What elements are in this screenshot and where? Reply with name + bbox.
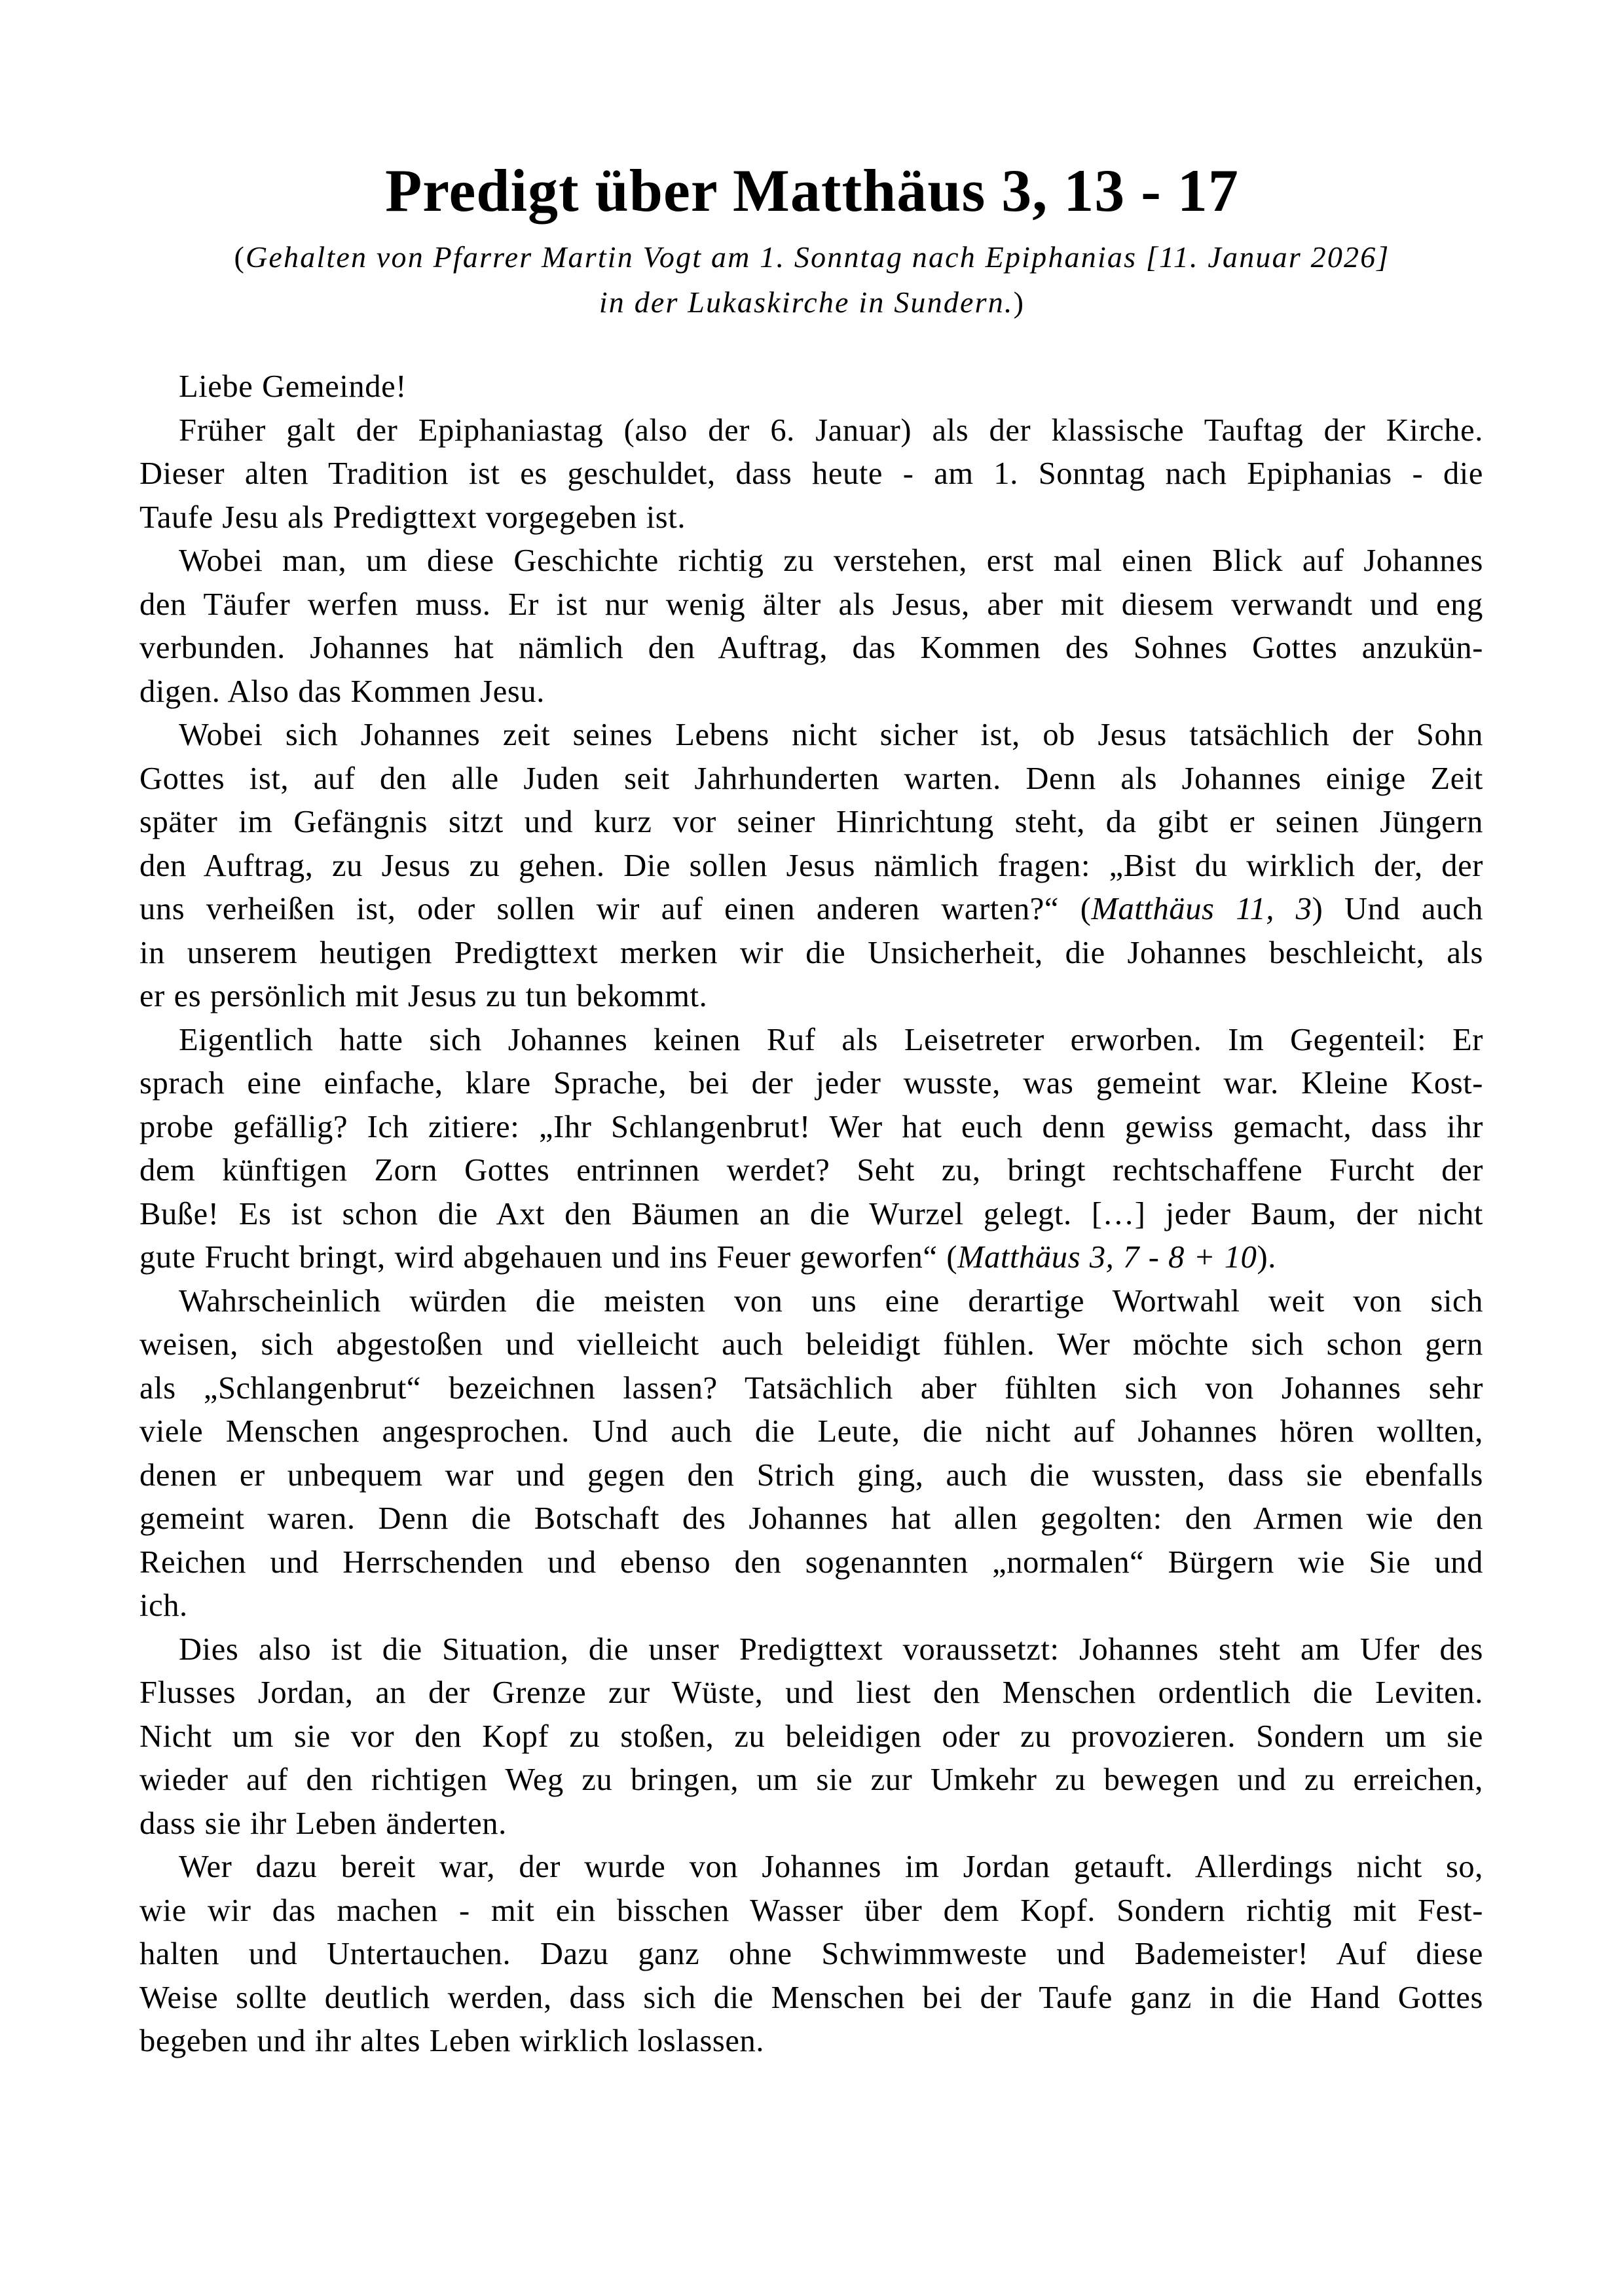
paragraph (139, 1019, 1483, 1280)
text-line: Wer dazu bereit war, der wurde von Johannes im Jordan getauft. Allerdings nicht so, (179, 1850, 1483, 1884)
text-line: als „Schlangenbrut“ bezeichnen lassen? Tatsächlich aber fühlten sich von Johannes sehr (139, 1370, 1483, 1406)
line-text: ) Und auch (1312, 892, 1484, 926)
subtitle-line-1 (0, 234, 1624, 280)
subtitle-close-paren: ) (1013, 285, 1025, 319)
text-line: er es persönlich mit Jesus zu tun bekommt. (139, 979, 708, 1013)
text-line: begeben und ihr altes Leben wirklich loslassen. (139, 2024, 765, 2058)
text-line: Wobei man, um diese Geschichte richtig zu verstehen, erst mal einen Blick auf Johannes (179, 543, 1483, 578)
text-line: Reichen und Herrschenden und ebenso den sogenannten „normalen“ Bürgern wie Sie und (139, 1544, 1483, 1580)
paragraph (139, 1280, 1483, 1628)
text-line: dass sie ihr Leben änderten. (139, 1806, 507, 1841)
subtitle-text-1: Gehalten von Pfarrer Martin Vogt am 1. Sonntag nach Epiphanias [11. Januar 2026] (245, 240, 1390, 274)
paragraph (139, 714, 1483, 1019)
text-line: probe gefällig? Ich zitiere: „Ihr Schlangenbrut! Wer hat euch denn gewiss gemacht, dass ihr (139, 1109, 1483, 1144)
bible-citation: Matthäus 3, 7 - 8 + 10 (957, 1240, 1257, 1275)
text-line: Wahrscheinlich würden die meisten von uns eine derartige Wortwahl weit von sich (179, 1283, 1483, 1319)
text-line: Liebe Gemeinde! (179, 369, 407, 404)
sermon-subtitle (0, 234, 1624, 325)
text-line: ich. (139, 1588, 188, 1623)
text-line: Nicht um sie vor den Kopf zu stoßen, zu beleidigen oder zu provozieren. Sondern um sie (139, 1719, 1483, 1754)
line-text: gute Frucht bringt, wird abgehauen und ins Feuer geworfen“ ( (139, 1240, 958, 1275)
text-line: sprach eine einfache, klare Sprache, bei der jeder wusste, was gemeint war. Kleine Kost- (139, 1066, 1483, 1101)
text-line: halten und Untertauchen. Dazu ganz ohne Schwimmweste und Bademeister! Auf diese (139, 1937, 1483, 1971)
text-line: viele Menschen angesprochen. Und auch die Leute, die nicht auf Johannes hören wollten, (139, 1414, 1483, 1449)
text-line: digen. Also das Kommen Jesu. (139, 674, 545, 709)
text-line: verbunden. Johannes hat nämlich den Auftrag, das Kommen des Sohnes Gottes anzukün- (139, 630, 1483, 665)
paragraph (139, 409, 1483, 540)
text-line: Weise sollte deutlich werden, dass sich die Menschen bei der Taufe ganz in die Hand Gottes (139, 1980, 1483, 2015)
paragraph (139, 365, 1483, 409)
text-line: Gottes ist, auf den alle Juden seit Jahrhunderten warten. Denn als Johannes einige Zeit (139, 761, 1483, 796)
text-line: Dies also ist die Situation, die unser Predigttext voraussetzt: Johannes steht am Ufer des (179, 1631, 1483, 1667)
subtitle-text-2: in der Lukaskirche in Sundern. (599, 285, 1014, 319)
text-line: Flusses Jordan, an der Grenze zur Wüste, und liest den Menschen ordentlich die Leviten. (139, 1675, 1483, 1710)
paragraph (139, 1846, 1483, 2064)
text-line: Früher galt der Epiphaniastag (also der 6. Januar) als der klassische Tauftag der Kirche. (179, 412, 1483, 448)
subtitle-line-2 (0, 280, 1624, 325)
text-line: Taufe Jesu als Predigttext vorgegeben ist. (139, 500, 686, 535)
sermon-body (139, 365, 1483, 2064)
text-line: denen er unbequem war und gegen den Strich ging, auch die wussten, dass sie ebenfalls (139, 1457, 1483, 1493)
text-line: Dieser alten Tradition ist es geschuldet, dass heute - am 1. Sonntag nach Epiphanias - die (139, 456, 1483, 491)
subtitle-open-paren: ( (234, 240, 246, 274)
text-line: Buße! Es ist schon die Axt den Bäumen an die Wurzel gelegt. […] jeder Baum, der nicht (139, 1196, 1483, 1231)
line-text: uns verheißen ist, oder sollen wir auf einen anderen warten?“ ( (139, 892, 1092, 926)
text-line: weisen, sich abgestoßen und vielleicht auch beleidigt fühlen. Wer möchte sich schon gern (139, 1327, 1483, 1362)
text-line: gemeint waren. Denn die Botschaft des Johannes hat allen gegolten: den Armen wie den (139, 1501, 1483, 1536)
page-title: Predigt über Matthäus 3, 13 - 17 (385, 157, 1239, 224)
paragraph (139, 539, 1483, 714)
text-line: wieder auf den richtigen Weg zu bringen, um sie zur Umkehr zu bewegen und zu erreichen, (139, 1762, 1483, 1797)
text-line: wie wir das machen - mit ein bisschen Wasser über dem Kopf. Sondern richtig mit Fest- (139, 1893, 1483, 1928)
text-line (139, 888, 1483, 932)
text-line: in unserem heutigen Predigttext merken wir die Unsicherheit, die Johannes beschleicht, als (139, 935, 1483, 970)
bible-citation: Matthäus 11, 3 (1091, 892, 1312, 926)
text-line: Wobei sich Johannes zeit seines Lebens nicht sicher ist, ob Jesus tatsächlich der Sohn (179, 718, 1483, 752)
line-text: ). (1257, 1240, 1276, 1275)
text-line (139, 1236, 1483, 1280)
paragraph (139, 1628, 1483, 1846)
text-line: dem künftigen Zorn Gottes entrinnen werdet? Seht zu, bringt rechtschaffene Furcht der (139, 1153, 1483, 1188)
text-line: Eigentlich hatte sich Johannes keinen Ruf als Leisetreter erworben. Im Gegenteil: Er (179, 1022, 1483, 1057)
text-line: den Auftrag, zu Jesus zu gehen. Die sollen Jesus nämlich fragen: „Bist du wirklich der, der (139, 848, 1483, 883)
text-line: später im Gefängnis sitzt und kurz vor seiner Hinrichtung steht, da gibt er seinen Jüngern (139, 805, 1483, 839)
text-line: den Täufer werfen muss. Er ist nur wenig älter als Jesus, aber mit diesem verwandt und eng (139, 587, 1483, 622)
